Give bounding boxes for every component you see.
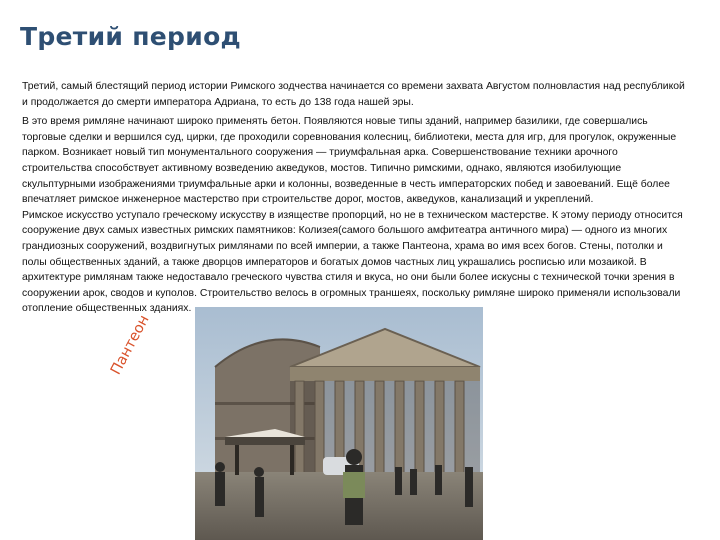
paragraph-art: Римское искусство уступало греческому искусству в изяществе пропорций, но не в техническом мастерстве. К этому периоду относится сооружение двух самых известных римских памятников: Колизея(самого большого амфитеатра античного мира) — одного из многих грандиозных сооружений, воздвигнутых римлянами по всей империи, а также Пантеона, храма во имя всех богов. Стены, потолки и полы общественных зданий, а также дворцов императоров и богатых домов частных лиц украшались росписью или мозаикой. В архитектуре римлянам также недоставало греческого чувства стиля и вкуса, но они были более искусны с технической точки зрения в сооружении арок, сводов и куполов. Строительство велось в огромных траншеях, поскольку римляне широко применяли использовали отопление общественных зданиях. [22, 209, 683, 315]
paragraph-buildings: В это время римляне начинают широко применять бетон. Появляются новые типы зданий, например базилики, где совершались торговые сделки и вершился суд, цирки, где проходили соревнования колесниц, библиотеки, места для игр, для прогулок, окруженные парком. Возникает новый тип монументального сооружения — триумфальная арка. Совершенствование техники арочного строительства способствует активному возведению акведуков, мостов. Типично римскими, однако, являются изобилующие скульптурными изображениями триумфальные арки и колонны, возведенные в честь императорских побед и завоеваний. Ещё более впечатляет римское инженерное мастерство при строительстве дорог, мостов, акведуков, канализаций и укреплений. [22, 116, 677, 206]
slide-title: Третий период [20, 22, 242, 51]
pantheon-illustration [195, 307, 483, 540]
pantheon-photo [195, 307, 483, 540]
slide-body [22, 79, 688, 317]
image-caption: Пантеон [108, 312, 153, 378]
paragraph-intro: Третий, самый блестящий период истории Римского зодчества начинается со времени захвата Августом полновластия над республикой и продолжается до смерти императора Адриана, то есть до 138 года нашей эры. [22, 81, 685, 108]
